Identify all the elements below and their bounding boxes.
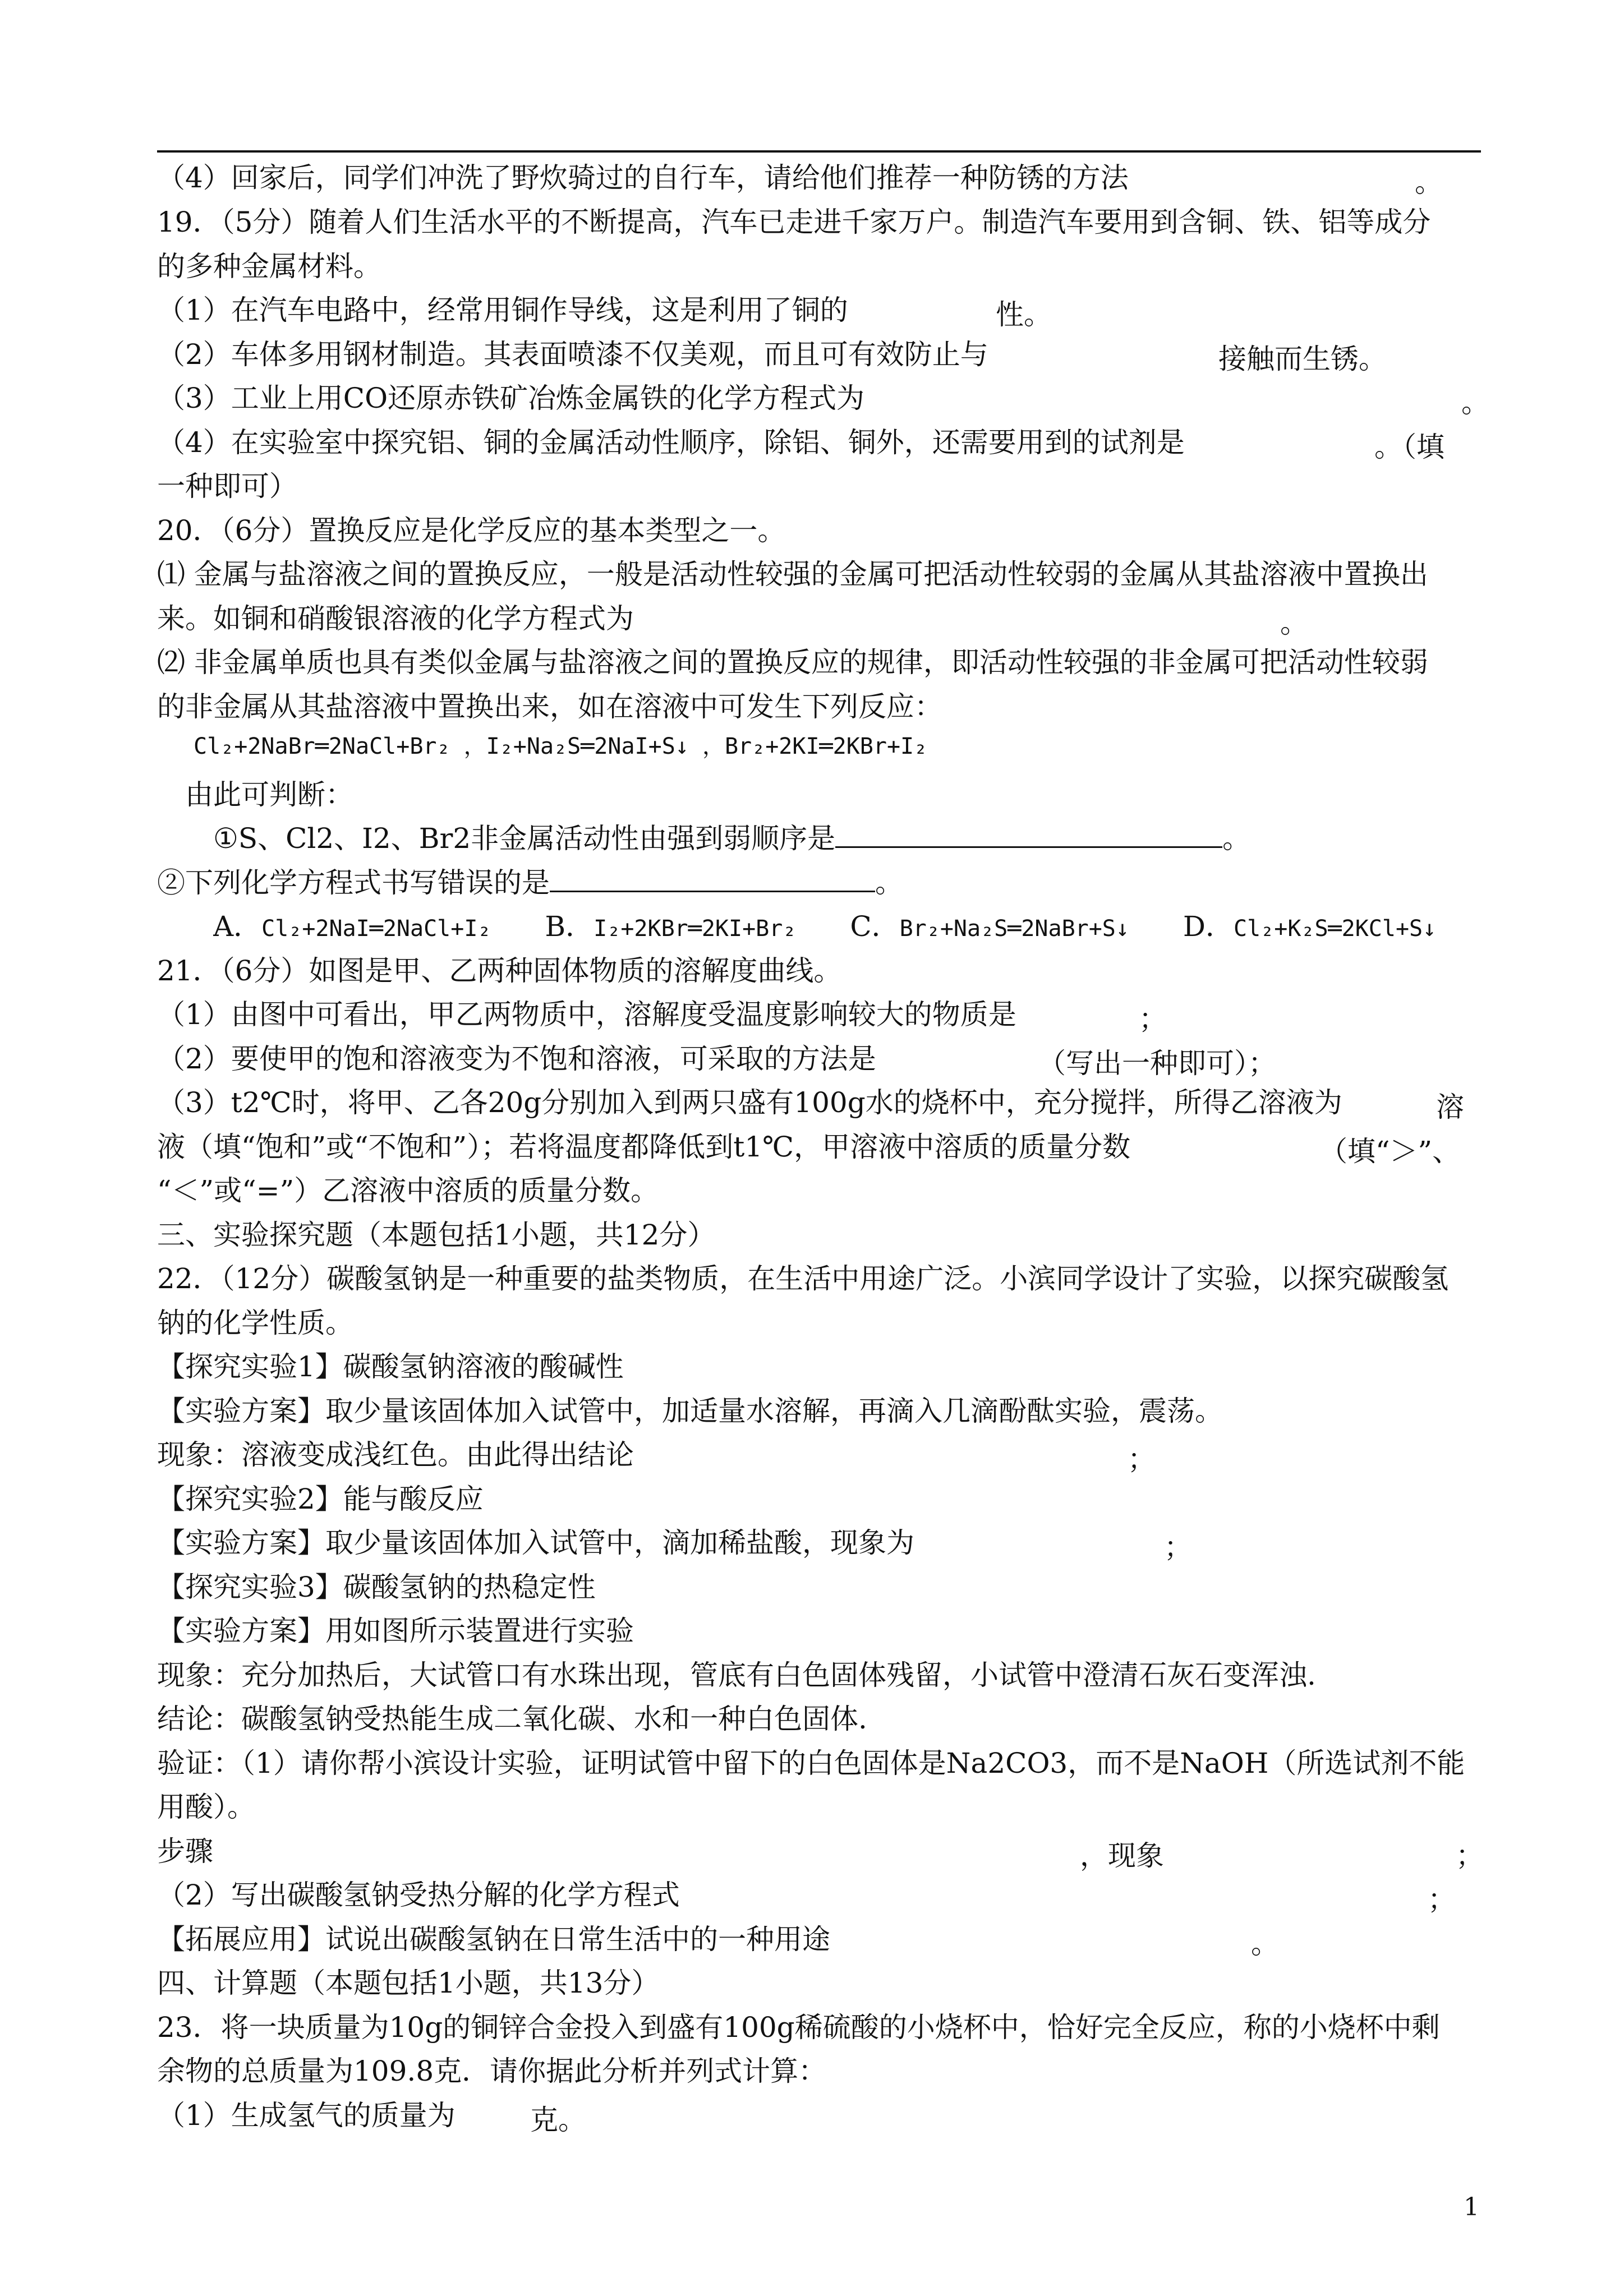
- option-equation: Cl₂+K₂S═2KCl+S↓: [1233, 916, 1437, 942]
- option-label: B．: [545, 910, 594, 943]
- q20-question-ii-text: ②下列化学方程式书写错误的是: [157, 866, 550, 899]
- q20-reaction-equations: Cl₂+2NaBr═2NaCl+Br₂ ，I₂+Na₂S═2NaI+S↓ ，Br₂+2KI═2KBr+I₂: [194, 734, 928, 759]
- experiment-3-conclusion: 结论：碳酸氢钠受热能生成二氧化碳、水和一种白色固体.: [157, 1703, 867, 1735]
- q18-part4: [157, 156, 1481, 200]
- extension-application: 【拓展应用】试说出碳酸氢钠在日常生活中的一种用途: [157, 1923, 830, 1956]
- q19-part4-end: 。（填: [1374, 431, 1444, 463]
- q20-question-i-text: ①S、Cl2、I2、Br2非金属活动性由强到弱顺序是: [213, 822, 836, 855]
- q20-options: [213, 905, 1481, 951]
- q20-judge: 由此可判断：: [185, 778, 353, 811]
- option-equation: Cl₂+2NaI═2NaCl+I₂: [261, 916, 491, 942]
- q21-part3-line2: 液（填“饱和”或“不饱和”）；若将温度都降低到t1℃，甲溶液中溶质的质量分数: [157, 1131, 1131, 1163]
- option-c[interactable]: [850, 905, 1129, 951]
- q19-part1-end: 性。: [996, 298, 1052, 331]
- q20-part1-end: 。: [1280, 607, 1308, 639]
- q23-part1: （1）生成氢气的质量为: [157, 2099, 456, 2132]
- q21-stem: 21．（6分）如图是甲、乙两种固体物质的溶解度曲线。: [157, 955, 842, 987]
- experiment-3-title: 【探究实验3】碳酸氢钠的热稳定性: [157, 1571, 596, 1603]
- q20-part2-line2: 的非金属从其盐溶液中置换出来，如在溶液中可发生下列反应：: [157, 690, 942, 723]
- q20-question-ii-end: 。: [875, 866, 903, 899]
- q22-stem-line1: 22．（12分）碳酸氢钠是一种重要的盐类物质，在生活中用途广泛。小滨同学设计了实验，以探究碳酸氢: [157, 1262, 1449, 1295]
- verification-phenomenon: ，现象: [1080, 1839, 1164, 1872]
- verification-step: 步骤: [157, 1835, 213, 1868]
- verification-line1: 验证：（1）请你帮小滨设计实验，证明试管中留下的白色固体是Na2CO3，而不是NaOH（所选试剂不能: [157, 1747, 1465, 1779]
- option-equation: I₂+2KBr═2KI+Br₂: [594, 916, 797, 942]
- experiment-2-title: 【探究实验2】能与酸反应: [157, 1483, 484, 1515]
- verification-end: ；: [1456, 1839, 1484, 1872]
- page-number: 1: [1464, 2193, 1479, 2221]
- q20-question-i-end: 。: [1222, 822, 1251, 855]
- verification-part2-end: ；: [1428, 1883, 1456, 1916]
- option-label: C．: [850, 910, 900, 943]
- extension-end: 。: [1251, 1928, 1279, 1960]
- q21-part3-line1-end: 溶: [1436, 1091, 1464, 1123]
- verification-part2: （2）写出碳酸氢钠受热分解的化学方程式: [157, 1879, 680, 1911]
- verification-line2: 用酸）。: [157, 1791, 255, 1823]
- experiment-2-plan: 【实验方案】取少量该固体加入试管中，滴加稀盐酸，现象为: [157, 1527, 914, 1559]
- answer-blank[interactable]: [550, 861, 875, 892]
- q18-part4-text: （4）回家后，同学们冲洗了野炊骑过的自行车，请给他们推荐一种防锈的方法: [157, 162, 1129, 194]
- q19-part2-end: 接触而生锈。: [1218, 343, 1387, 375]
- experiment-1-phenomenon: 现象：溶液变成浅红色。由此得出结论: [157, 1439, 634, 1471]
- experiment-3-phenomenon: 现象：充分加热后，大试管口有水珠出现，管底有白色固体残留，小试管中澄清石灰石变浑浊.: [157, 1659, 1316, 1691]
- option-label: D．: [1183, 910, 1234, 943]
- option-label: A．: [213, 910, 262, 943]
- option-equation: Br₂+Na₂S═2NaBr+S↓: [899, 916, 1129, 942]
- q20-stem: 20．（6分）置换反应是化学反应的基本类型之一。: [157, 514, 786, 547]
- experiment-1-plan: 【实验方案】取少量该固体加入试管中，加适量水溶解，再滴入几滴酚酞实验，震荡。: [157, 1395, 1223, 1427]
- q20-part1-line1: ⑴ 金属与盐溶液之间的置换反应，一般是活动性较强的金属可把活动性较弱的金属从其盐溶液中置换出: [157, 558, 1428, 591]
- section-4-heading: 四、计算题（本题包括1小题，共13分）: [157, 1967, 660, 1999]
- q19-part3: （3）工业上用CO还原赤铁矿冶炼金属铁的化学方程式为: [157, 382, 865, 414]
- experiment-1-title: 【探究实验1】碳酸氢钠溶液的酸碱性: [157, 1350, 624, 1383]
- option-d[interactable]: [1183, 905, 1436, 951]
- q23-stem-line2: 余物的总质量为109.8克．请你据此分析并列式计算：: [157, 2055, 827, 2087]
- q21-part1-end: ；: [1139, 1003, 1167, 1035]
- q19-stem-line1: 19．（5分）随着人们生活水平的不断提高，汽车已走进千家万户。制造汽车要用到含铜、铁、铝等成分: [157, 206, 1431, 238]
- section-3-heading: 三、实验探究题（本题包括1小题，共12分）: [157, 1219, 716, 1251]
- q19-part1: （1）在汽车电路中，经常用铜作导线，这是利用了铜的: [157, 294, 848, 326]
- q19-part4-note: 一种即可）: [157, 470, 297, 502]
- answer-blank[interactable]: [835, 817, 1222, 848]
- experiment-2-end: ；: [1164, 1531, 1192, 1564]
- q21-part3-line2-end: （填“＞”、: [1319, 1135, 1461, 1168]
- q21-part3-line3: “＜”或“=”）乙溶液中溶质的质量分数。: [157, 1174, 659, 1207]
- q20-question-ii: [157, 861, 1481, 905]
- q21-part1: （1）由图中可看出，甲乙两物质中，溶解度受温度影响较大的物质是: [157, 998, 1016, 1031]
- q19-part4: （4）在实验室中探究铝、铜的金属活动性顺序，除铝、铜外，还需要用到的试剂是: [157, 426, 1185, 459]
- q23-part1-end: 克。: [530, 2104, 586, 2136]
- q22-stem-line2: 钠的化学性质。: [157, 1307, 353, 1339]
- option-a[interactable]: [213, 905, 491, 951]
- header-rule: [157, 150, 1481, 153]
- q19-stem-line2: 的多种金属材料。: [157, 250, 381, 283]
- q23-stem-line1: 23．将一块质量为10g的铜锌合金投入到盛有100g稀硫酸的小烧杯中，恰好完全反应，称的小烧杯中剩: [157, 2011, 1440, 2044]
- q21-part2-end: （写出一种即可）；: [1038, 1047, 1276, 1080]
- q20-part1-line2: 来。如铜和硝酸银溶液的化学方程式为: [157, 602, 634, 635]
- q20-part2-line1: ⑵ 非金属单质也具有类似金属与盐溶液之间的置换反应的规律，即活动性较强的非金属可把活动性较弱: [157, 646, 1428, 679]
- experiment-3-plan: 【实验方案】用如图所示装置进行实验: [157, 1615, 634, 1647]
- q21-part3-line1: （3）t2℃时，将甲、乙各20g分别加入到两只盛有100g水的烧杯中，充分搅拌，所得乙溶液为: [157, 1086, 1342, 1119]
- q19-part3-end: 。: [1461, 386, 1489, 419]
- q21-part2: （2）要使甲的饱和溶液变为不饱和溶液，可采取的方法是: [157, 1043, 876, 1075]
- q19-part2: （2）车体多用钢材制造。其表面喷漆不仅美观，而且可有效防止与: [157, 338, 988, 371]
- q18-part4-end: 。: [1415, 166, 1443, 199]
- option-b[interactable]: [545, 905, 796, 951]
- experiment-1-end: ；: [1128, 1443, 1156, 1476]
- q20-question-i: [213, 817, 1481, 860]
